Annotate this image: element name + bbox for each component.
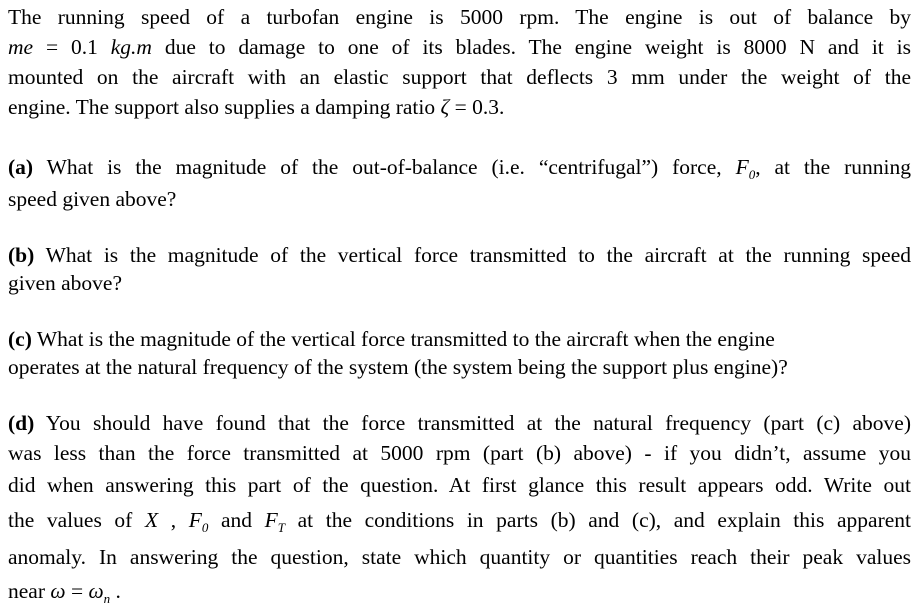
part-a-line-1: (a) What is the magnitude of the out-of-balance (i.e. “centrifugal”) force, $F_0$, at the running	[8, 155, 911, 182]
part-b-label: (b)	[8, 243, 35, 267]
intro-line-3: mounted on the aircraft with an elastic support that deflects 3 mm under the weight of the	[8, 65, 911, 89]
part-c-line-1: (c) What is the magnitude of the vertical force transmitted to the aircraft when the engine	[8, 327, 775, 351]
intro-line-1: The running speed of a turbofan engine is 5000 rpm. The engine is out of balance by	[8, 5, 911, 29]
intro-line-2: me = 0.1 kg.m due to damage to one of its blades. The engine weight is 8000 N and it is	[8, 35, 911, 59]
f0-symbol: $F_0$	[188, 508, 209, 535]
part-d-line-1: (d) You should have found that the force transmitted at the natural frequency (part (c) above)	[8, 411, 911, 435]
omega-symbol: ω	[50, 579, 66, 603]
zeta-symbol: ζ	[440, 95, 450, 119]
part-a-line-2: speed given above?	[8, 187, 177, 211]
part-d-line-3: did when answering this part of the question. At first glance this result appears odd. Write out	[8, 473, 911, 497]
part-b-line-2: given above?	[8, 271, 123, 295]
omega-n-symbol: $\omega_n$	[88, 579, 111, 606]
x-symbol: X	[144, 508, 159, 532]
part-d-line-4: the values of X , $F_0$ and $F_T$ at the conditions in parts (b) and (c), and explain this apparent	[8, 508, 911, 535]
part-d-label: (d)	[8, 411, 35, 435]
part-d-line-5: anomaly. In answering the question, state which quantity or quantities reach their peak values	[8, 545, 911, 569]
part-d-line-6: near $\omega = \omega_n$ .	[8, 579, 121, 606]
unit-kgm: kg.m	[110, 35, 152, 59]
part-d-line-2: was less than the force transmitted at 5000 rpm (part (b) above) - if you didn’t, assume you	[8, 441, 911, 465]
part-c-label: (c)	[8, 327, 32, 351]
part-c-line-2: operates at the natural frequency of the system (the system being the support plus engine)?	[8, 355, 788, 379]
f0-symbol: $F_0$	[735, 155, 756, 182]
part-a-label: (a)	[8, 155, 34, 179]
part-b-line-1: (b) What is the magnitude of the vertical force transmitted to the aircraft at the running speed	[8, 243, 911, 267]
intro-line-4: engine. The support also supplies a damping ratio ζ = 0.3.	[8, 95, 505, 119]
me-symbol: me	[8, 35, 34, 59]
ft-symbol: $F_T$	[264, 508, 285, 535]
